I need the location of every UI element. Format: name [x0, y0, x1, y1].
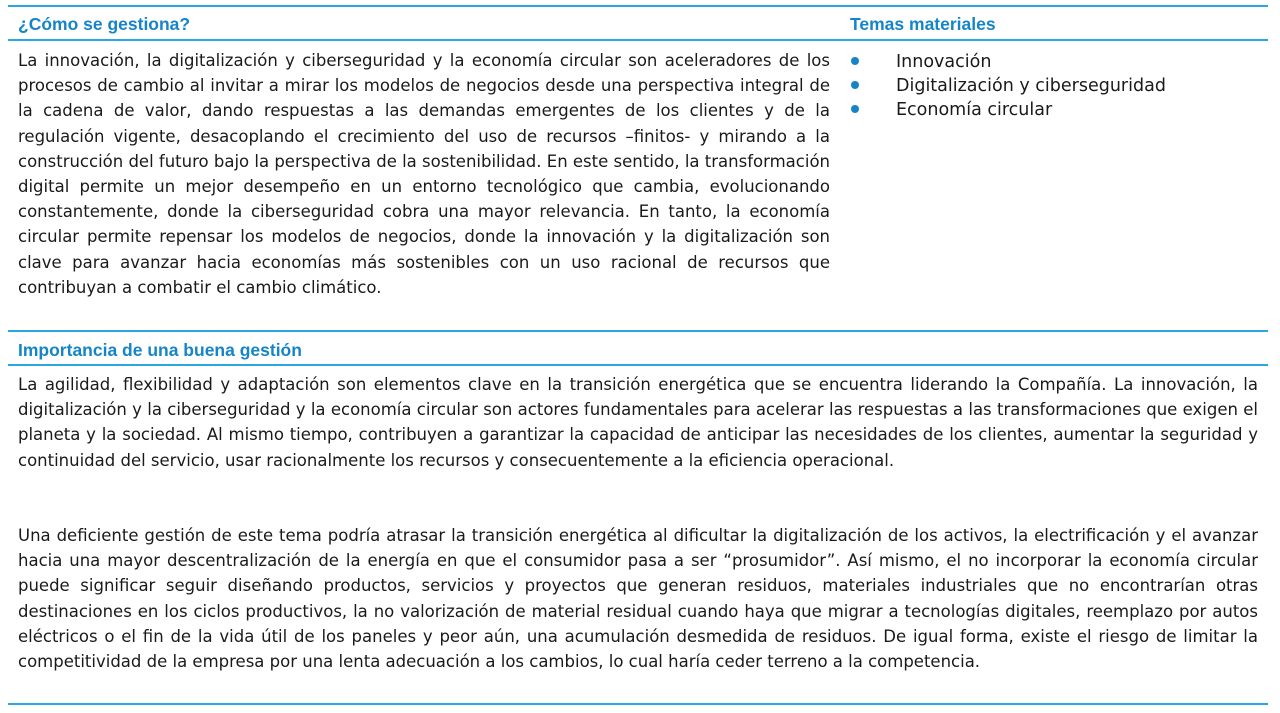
bullet-icon	[851, 57, 859, 65]
bullet-icon	[851, 81, 859, 89]
topic-item-innovation	[850, 50, 1166, 74]
section-rule	[8, 330, 1268, 332]
top-rule	[8, 5, 1268, 7]
importance-paragraph-1: La agilidad, flexibilidad y adaptación son elementos clave en la transición energética que se encuentra liderando la Compañía. La innovación, la digitalización y la ciberseguridad y la economía circular son actores fundamentales para acelerar las respuestas a las transformaciones que exigen el planeta y la sociedad. Al mismo tiempo, contribuyen a garantizar la capacidad de anticipar las necesidades de los clientes, aumentar la seguridad y continuidad del servicio, usar racionalmente los recursos y consecuentemente a la eficiencia operacional.	[18, 375, 1258, 470]
importance-heading: Importancia de una buena gestión	[18, 340, 302, 360]
how-managed-heading: ¿Cómo se gestiona?	[18, 14, 191, 34]
importance-paragraph-2: Una deficiente gestión de este tema podría atrasar la transición energética al dificultar la digitalización de los activos, la electrificación y el avanzar hacia una mayor descentralización de la energía en que el consumidor pasa a ser “prosumidor”. Así mismo, el no incorporar la economía circular puede significar seguir diseñando productos, servicios y proyectos que generan residuos, materiales industriales que no encontrarían otras destinaciones en los ciclos productivos, la no valorización de material residual cuando haya que migrar a tecnologías digitales, reemplazo por autos eléctricos o el fin de la vida útil de los paneles y peor aún, una acumulación desmedida de residuos. De igual forma, existe el riesgo de limitar la competitividad de la empresa por una lenta adecuación a los cambios, lo cual haría ceder terreno a la competencia.	[18, 526, 1258, 672]
topic-label: Innovación	[896, 52, 992, 72]
topic-label: Economía circular	[896, 100, 1053, 120]
header-rule	[8, 39, 1268, 41]
importance-header-rule	[8, 364, 1268, 366]
topic-label: Digitalización y ciberseguridad	[896, 76, 1166, 96]
topic-item-digitalization	[850, 74, 1166, 98]
material-topics-list	[850, 50, 1166, 122]
bottom-rule	[8, 703, 1268, 705]
bullet-icon	[851, 105, 859, 113]
how-managed-text: La innovación, la digitalización y ciberseguridad y la economía circular son aceleradores de los procesos de cambio al invitar a mirar los modelos de negocios desde una perspectiva integral de la cadena de valor, dando respuestas a las demandas emergentes de los clientes y de la regulación vigente, desacoplando el crecimiento del uso de recursos –finitos- y mirando a la construcción del futuro bajo la perspectiva de la sostenibilidad. En este sentido, la transformación digital permite un mejor desempeño en un entorno tecnológico que cambia, evolucionando constantemente, donde la ciberseguridad cobra una mayor relevancia. En tanto, la economía circular permite repensar los modelos de negocios, donde la innovación y la digitalización son clave para avanzar hacia economías más sostenibles con un uso racional de recursos que contribuyan a combatir el cambio climático.	[18, 51, 830, 297]
topic-item-circular-economy	[850, 98, 1166, 122]
material-topics-heading: Temas materiales	[850, 14, 996, 34]
